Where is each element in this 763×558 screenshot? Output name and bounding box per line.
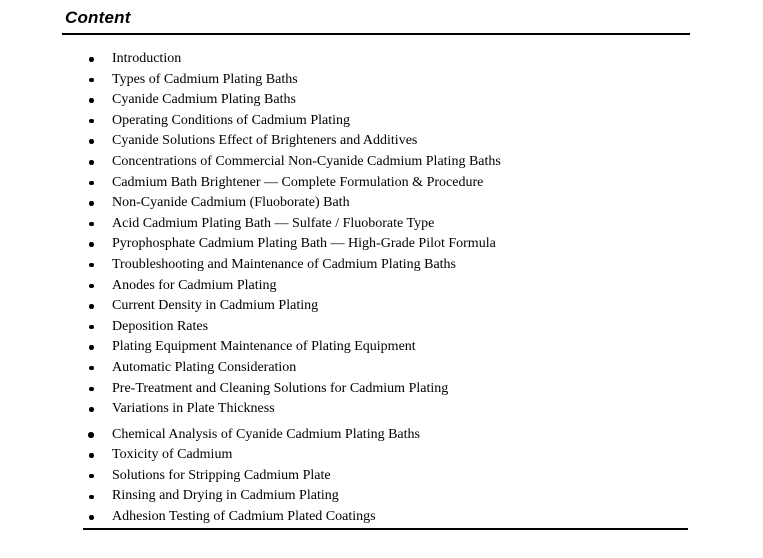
toc-item-label: Variations in Plate Thickness [112, 401, 275, 417]
toc-item [0, 379, 763, 400]
bullet-icon [89, 57, 94, 62]
toc-item-label: Anodes for Cadmium Plating [112, 277, 277, 293]
bullet-icon [89, 263, 94, 268]
toc-item-label: Non-Cyanide Cadmium (Fluoborate) Bath [112, 195, 350, 211]
toc-item [0, 507, 763, 528]
toc-item-label: Automatic Plating Consideration [112, 359, 297, 375]
bullet-icon [89, 242, 94, 247]
toc-item [0, 337, 763, 358]
toc-item [0, 296, 763, 317]
bullet-icon [89, 407, 94, 412]
bullet-icon [89, 387, 94, 392]
toc-item [0, 131, 763, 152]
toc-item [0, 70, 763, 91]
toc-item-label: Plating Equipment Maintenance of Plating Equipment [112, 339, 416, 355]
bullet-icon [88, 432, 94, 438]
bullet-icon [89, 515, 94, 520]
bullet-icon [89, 366, 94, 371]
toc-item [0, 358, 763, 379]
bullet-icon [89, 181, 94, 186]
toc-item-label: Introduction [112, 51, 182, 66]
bullet-icon [89, 160, 94, 165]
toc-item [0, 152, 763, 173]
toc-item [0, 486, 763, 507]
toc-item [0, 193, 763, 214]
toc-item-label: Cadmium Bath Brightener — Complete Formulation & Procedure [112, 174, 484, 190]
toc-item-label: Operating Conditions of Cadmium Plating [112, 112, 350, 128]
toc-item-label: Chemical Analysis of Cyanide Cadmium Plating Baths [112, 426, 420, 442]
footer-divider [83, 528, 688, 530]
page-title: Content [65, 8, 131, 27]
toc-item [0, 90, 763, 111]
toc-item-label: Toxicity of Cadmium [112, 447, 233, 463]
toc-item [0, 466, 763, 487]
bullet-icon [89, 222, 94, 227]
toc-item-label: Troubleshooting and Maintenance of Cadmium Plating Baths [112, 256, 457, 272]
toc-item-label: Rinsing and Drying in Cadmium Plating [112, 488, 339, 504]
toc-item [0, 214, 763, 235]
toc-item-label: Acid Cadmium Plating Bath — Sulfate / Fluoborate Type [112, 215, 435, 231]
toc-item [0, 276, 763, 297]
bullet-icon [89, 345, 94, 350]
toc-item-label: Pre-Treatment and Cleaning Solutions for Cadmium Plating [112, 380, 449, 396]
toc-item-label: Cyanide Solutions Effect of Brighteners and Additives [112, 133, 418, 149]
bullet-icon [89, 474, 94, 479]
bullet-icon [89, 201, 94, 206]
bullet-icon [89, 304, 94, 309]
toc-item [0, 317, 763, 338]
bullet-icon [89, 98, 94, 103]
bullet-icon [89, 139, 94, 144]
toc-item-label: Cyanide Cadmium Plating Baths [112, 92, 296, 108]
bullet-icon [89, 495, 94, 500]
toc-item-label: Current Density in Cadmium Plating [112, 298, 319, 314]
toc-item [0, 399, 763, 420]
toc-item-label: Types of Cadmium Plating Baths [112, 71, 298, 87]
toc-list [0, 49, 763, 528]
toc-item [0, 173, 763, 194]
bullet-icon [89, 119, 94, 124]
bullet-icon [89, 78, 94, 83]
toc-item [0, 111, 763, 132]
toc-item-label: Adhesion Testing of Cadmium Plated Coatings [112, 509, 376, 525]
bullet-icon [89, 325, 94, 330]
toc-item [0, 234, 763, 255]
toc-item-label: Pyrophosphate Cadmium Plating Bath — High-Grade Pilot Formula [112, 236, 496, 252]
toc-item [0, 255, 763, 276]
header-divider [62, 33, 690, 35]
toc-item-label: Solutions for Stripping Cadmium Plate [112, 467, 331, 483]
toc-item-label: Concentrations of Commercial Non-Cyanide Cadmium Plating Baths [112, 153, 501, 169]
bullet-icon [89, 284, 94, 289]
toc-item [0, 425, 763, 446]
toc-item [0, 49, 763, 70]
toc-item [0, 445, 763, 466]
toc-item-label: Deposition Rates [112, 318, 209, 334]
bullet-icon [89, 453, 94, 458]
